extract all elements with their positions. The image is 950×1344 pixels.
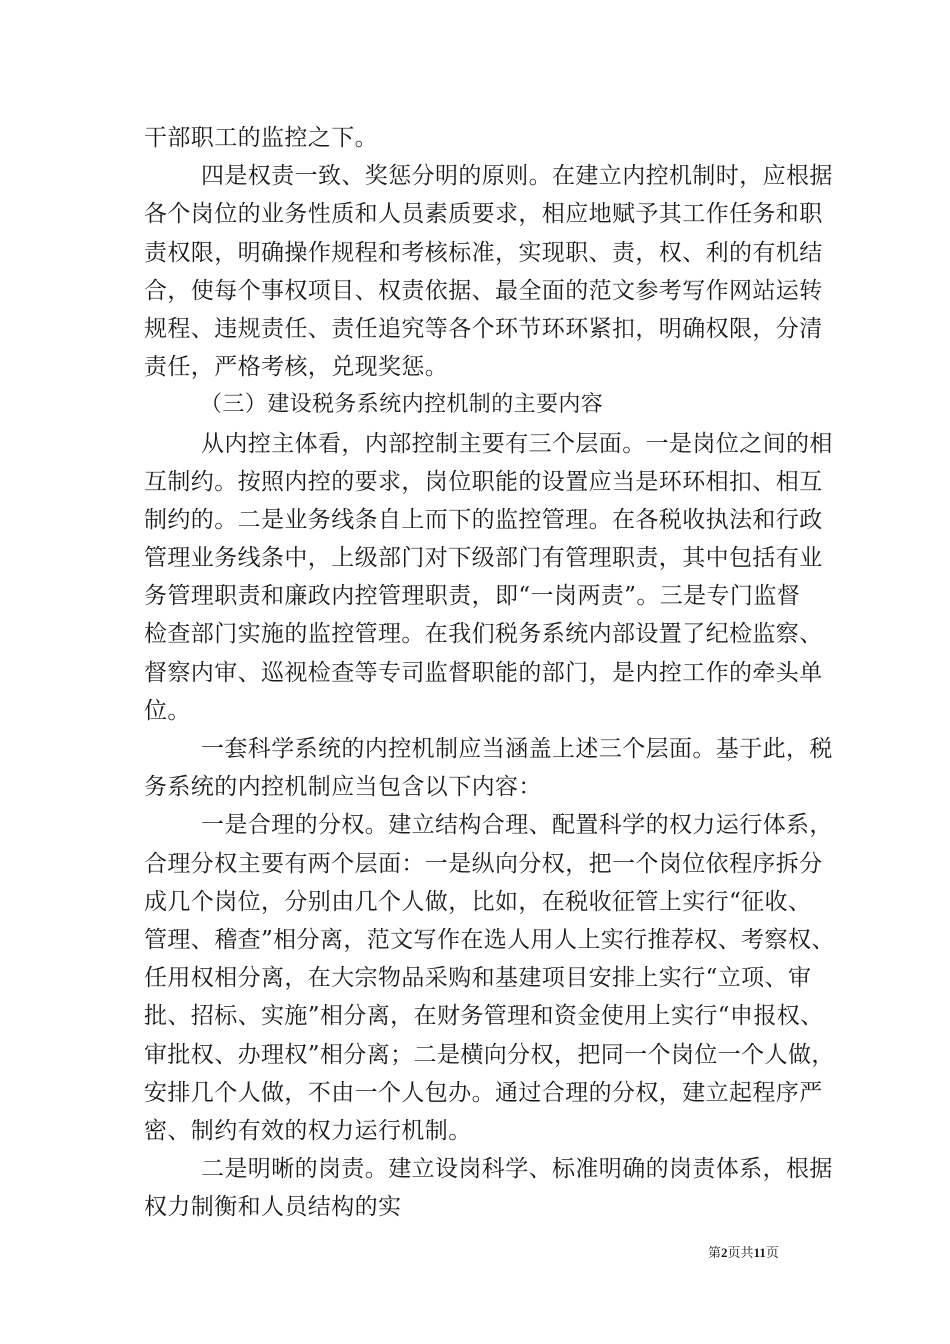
section-heading: （三）建设税务系统内控机制的主要内容 [200, 392, 604, 418]
text-line: 审批权、办理权”相分离；二是横向分权，把同一个岗位一个人做， [144, 1041, 835, 1068]
current-page-number: 2 [721, 1245, 728, 1260]
page-number-footer [708, 1245, 779, 1262]
text-line: 密、制约有效的权力运行机制。 [144, 1117, 472, 1144]
text-line: 干部职工的监控之下。 [144, 125, 378, 151]
text-line: 务管理职责和廉政内控管理职责，即“一岗两责”。三是专门监督 [144, 583, 801, 610]
text-line: 互制约。按照内控的要求，岗位职能的设置应当是环环相扣、相互 [144, 468, 823, 495]
text-line: 批、招标、实施”相分离，在财务管理和资金使用上实行“申报权、 [144, 1003, 824, 1030]
footer-middle: 页共 [727, 1246, 754, 1261]
footer-prefix: 第 [708, 1246, 722, 1261]
text-line: 合，使每个事权项目、权责依据、最全面的范文参考写作网站运转 [144, 277, 823, 304]
text-line: 管理业务线条中，上级部门对下级部门有管理职责，其中包括有业 [144, 545, 823, 572]
total-page-number: 11 [753, 1245, 766, 1260]
text-line: 督察内审、巡视检查等专司监督职能的部门，是内控工作的牵头单 [144, 659, 823, 686]
text-line: 务系统的内控机制应当包含以下内容： [144, 774, 542, 801]
text-line: 责权限，明确操作规程和考核标准，实现职、责，权、利的有机结 [144, 239, 823, 266]
paragraph-start-line: 二是明晰的岗责。建立设岗科学、标准明确的岗责体系，根据 [201, 1156, 833, 1183]
body-text [144, 119, 835, 1226]
text-line: 各个岗位的业务性质和人员素质要求，相应地赋予其工作任务和职 [144, 201, 823, 228]
paragraph-start-line: 从内控主体看，内部控制主要有三个层面。一是岗位之间的相 [201, 430, 833, 457]
text-line: 位。 [144, 697, 191, 724]
footer-suffix: 页 [765, 1246, 779, 1261]
paragraph-start-line: 一套科学系统的内控机制应当涵盖上述三个层面。基于此，税 [201, 736, 833, 762]
text-line: 检查部门实施的监控管理。在我们税务系统内部设置了纪检监察、 [144, 621, 823, 648]
text-line: 安排几个人做，不由一个人包办。通过合理的分权，建立起程序严 [144, 1079, 823, 1106]
text-line: 任用权相分离，在大宗物品采购和基建项目安排上实行“立项、审 [144, 965, 812, 992]
text-line: 责任，严格考核，兑现奖惩。 [144, 354, 449, 381]
text-line: 成几个岗位，分别由几个人做，比如，在税收征管上实行“征收、 [144, 888, 812, 915]
text-line: 规程、违规责任、责任追究等各个环节环环紧扣，明确权限，分清 [144, 315, 823, 342]
text-line: 权力制衡和人员结构的实 [144, 1194, 402, 1221]
text-line: 制约的。二是业务线条自上而下的监控管理。在各税收执法和行政 [144, 506, 823, 533]
paragraph-start-line: 一是合理的分权。建立结构合理、配置科学的权力运行体系， [201, 812, 833, 839]
text-line: 管理、稽查”相分离，范文写作在选人用人上实行推荐权、考察权、 [144, 926, 835, 953]
text-line: 合理分权主要有两个层面：一是纵向分权，把一个岗位依程序拆分 [144, 850, 823, 877]
paragraph-start-line: 四是权责一致、奖惩分明的原则。在建立内控机制时，应根据 [201, 163, 833, 190]
